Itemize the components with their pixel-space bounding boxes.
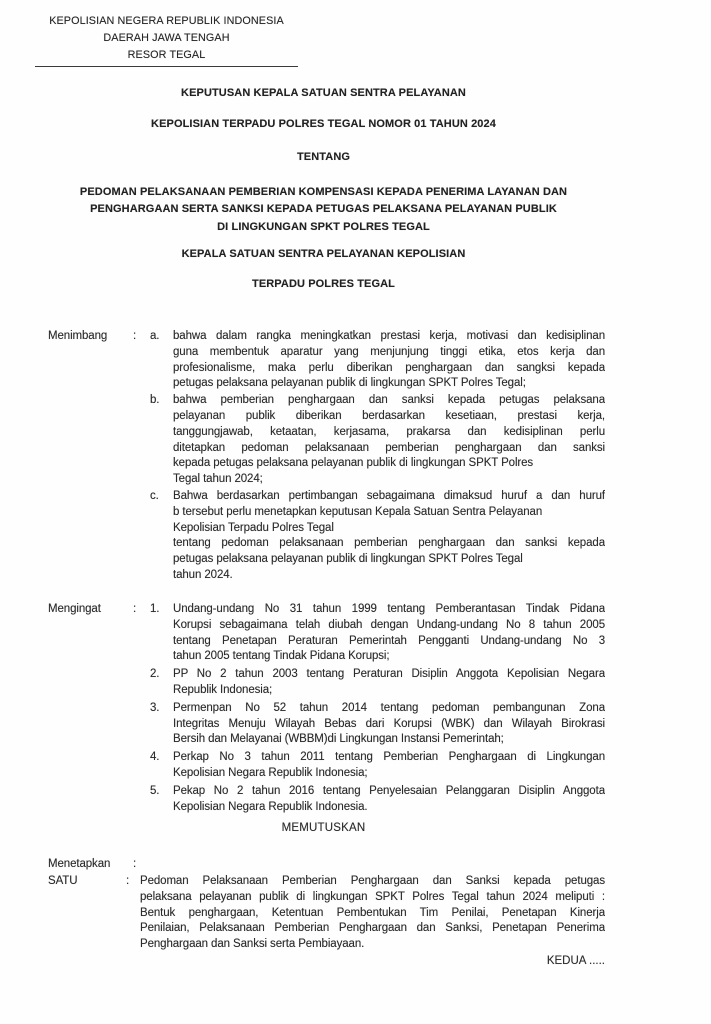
menetapkan-label: Menetapkan (48, 858, 111, 870)
text-line: Integritas Menuju Wilayah Bebas dari Korupsi (WBK) dan Wilayah Birokrasi (173, 717, 605, 730)
text-line: Kepolisian Negara Republik Indonesia. (173, 800, 368, 813)
text-line: Kepolisian Terpadu Polres Tegal (173, 521, 334, 534)
text-line: pelayanan publik diberikan berdasarkan kesetiaan, prestasi kerja, (173, 409, 605, 422)
text-line: kepada petugas pelaksana pelayanan publik di lingkungan SPKT Polres (173, 457, 534, 470)
text-line: tahun 2005 tentang Tindak Pidana Korupsi; (173, 650, 390, 663)
clause-marker: 2. (150, 668, 160, 681)
text-line: petugas pelaksana pelayanan publik di lingkungan SPKT Polres Tegal (173, 553, 523, 566)
text-line: tentang Penetapan Peraturan Pemerintah Pengganti Undang-undang No 3 (173, 634, 605, 647)
memutuskan-heading: MEMUTUSKAN (281, 822, 366, 834)
clause-text (173, 701, 605, 748)
text-line: b tersebut perlu menetapkan keputusan Kepala Satuan Sentra Pelayanan (173, 505, 543, 518)
text-line: Pedoman Pelaksanaan Pemberian Penghargaan dan Sanksi kepada petugas (140, 875, 605, 887)
clause-marker: a. (150, 330, 160, 342)
clause-marker: 3. (150, 701, 160, 714)
mengingat-items (150, 602, 605, 817)
text-line: Bahwa berdasarkan pertimbangan sebagaimana dimaksud huruf a dan huruf (173, 489, 605, 502)
menimbang-items (150, 329, 605, 585)
menetapkan-colon: : (133, 858, 137, 870)
text-line: Korupsi sebagaimana telah diubah dengan Undang-undang No 8 tahun 2005 (173, 618, 605, 631)
kedua-continuation: KEDUA ..... (546, 955, 605, 967)
clause-text (173, 784, 605, 816)
letterhead-resor-line: RESOR TEGAL (127, 49, 206, 61)
letterhead-region-line: DAERAH JAWA TENGAH (103, 32, 230, 44)
decision-title: KEPUTUSAN KEPALA SATUAN SENTRA PELAYANAN (181, 87, 466, 99)
clause-marker: c. (150, 489, 159, 502)
text-line: Penilaian, Pelaksanaan Pemberian Penghargaan dan Sanksi, Penetapan Penerima (140, 922, 605, 935)
text-line: PP No 2 tahun 2003 tentang Peraturan Disiplin Anggota Kepolisian Negara (173, 668, 605, 681)
clause-marker: 1. (150, 603, 160, 615)
text-line: Undang-undang No 31 tahun 1999 tentang Pemberantasan Tindak Pidana (173, 603, 605, 615)
clause-marker: b. (150, 394, 160, 407)
menimbang-item-c (150, 489, 605, 584)
issuer-title-line2: TERPADU POLRES TEGAL (252, 278, 395, 290)
mengingat-item-3 (150, 701, 605, 748)
menimbang-section (48, 329, 605, 585)
clause-text (173, 602, 605, 665)
mengingat-label: Mengingat (48, 603, 101, 615)
text-line: profesionalisme, maka perlu diberikan penghargaan dan sangksi kepada (173, 361, 605, 374)
text-line: tahun 2024. (173, 568, 233, 581)
text-line: Permenpan No 52 tahun 2014 tentang pedoman pembangunan Zona (173, 701, 605, 714)
issuer-title-line1: KEPALA SATUAN SENTRA PELAYANAN KEPOLISIAN (181, 248, 466, 260)
text-line: tentang pedoman pelaksanaan pemberian penghargaan dan sanksi kepada (173, 537, 605, 550)
text-line: Perkap No 3 tahun 2011 tentang Pemberian Penghargaan di Lingkungan (173, 751, 605, 764)
clause-marker: 5. (150, 784, 160, 797)
menimbang-item-a (150, 329, 605, 392)
mengingat-section (48, 602, 605, 817)
clause-text (173, 667, 605, 699)
clause-text (173, 750, 605, 782)
text-line: Tegal tahun 2024; (173, 473, 263, 486)
subject-line: DI LINGKUNGAN SPKT POLRES TEGAL (217, 220, 430, 233)
text-line: Kepolisian Negara Republik Indonesia; (173, 766, 368, 779)
decision-number: KEPOLISIAN TERPADU POLRES TEGAL NOMOR 01 TAHUN 2024 (151, 118, 496, 130)
text-line: pelaksana pelayanan publik di lingkungan SPKT Polres Tegal tahun 2024 meliputi : (140, 890, 605, 903)
mengingat-item-1 (150, 602, 605, 665)
menimbang-colon: : (133, 330, 137, 342)
subject-title (45, 184, 602, 236)
text-line: Penghargaan dan Sanksi serta Pembiayaan. (140, 938, 365, 951)
mengingat-item-4 (150, 750, 605, 782)
letterhead (35, 13, 298, 67)
mengingat-item-5 (150, 784, 605, 816)
text-line: Pekap No 2 tahun 2016 tentang Penyelesaian Pelanggaran Disiplin Anggota (173, 784, 605, 797)
satu-colon: : (126, 875, 130, 887)
satu-section (48, 874, 605, 953)
mengingat-item-2 (150, 667, 605, 699)
text-line: Bersih dan Melayanai (WBBM)di Lingkungan Instansi Pemerintah; (173, 733, 504, 746)
subject-line: PENGHARGAAN SERTA SANKSI KEPADA PETUGAS PELAKSANA PELAYANAN PUBLIK (90, 203, 557, 216)
text-line: Bentuk penghargaan, Ketentuan Pembentukan Tim Penilai, Penetapan Kinerja (140, 906, 605, 919)
text-line: bahwa pemberian penghargaan dan sanksi kepada petugas pelaksana (173, 394, 605, 407)
letterhead-org-line: KEPOLISIAN NEGERA REPUBLIK INDONESIA (49, 15, 284, 27)
text-line: petugas pelaksana pelayanan publik di lingkungan SPKT Polres Tegal; (173, 377, 526, 390)
text-line: ditetapkan pedoman pelaksanaan pemberian penghargaan dan sanksi (173, 441, 605, 454)
text-line: Republik Indonesia; (173, 683, 273, 696)
text-line: guna membentuk aparatur yang menjunjung tinggi etika, etos kerja dan (173, 345, 605, 358)
satu-label: SATU (48, 875, 78, 887)
tentang-label: TENTANG (296, 151, 351, 163)
clause-text (173, 393, 605, 488)
menetapkan-section (48, 857, 605, 873)
clause-text (173, 489, 605, 584)
subject-line: PEDOMAN PELAKSANAAN PEMBERIAN KOMPENSASI KEPADA PENERIMA LAYANAN DAN (79, 186, 568, 198)
text-line: bahwa dalam rangka meningkatkan prestasi kerja, motivasi dan kedisiplinan (173, 330, 605, 342)
satu-text (140, 874, 605, 953)
clause-text (173, 329, 605, 392)
mengingat-colon: : (133, 603, 137, 615)
menimbang-label: Menimbang (48, 330, 108, 342)
text-line: tanggungjawab, ketaatan, kerjasama, prakarsa dan kedisiplinan perlu (173, 425, 605, 438)
menimbang-item-b (150, 393, 605, 488)
clause-marker: 4. (150, 751, 160, 764)
